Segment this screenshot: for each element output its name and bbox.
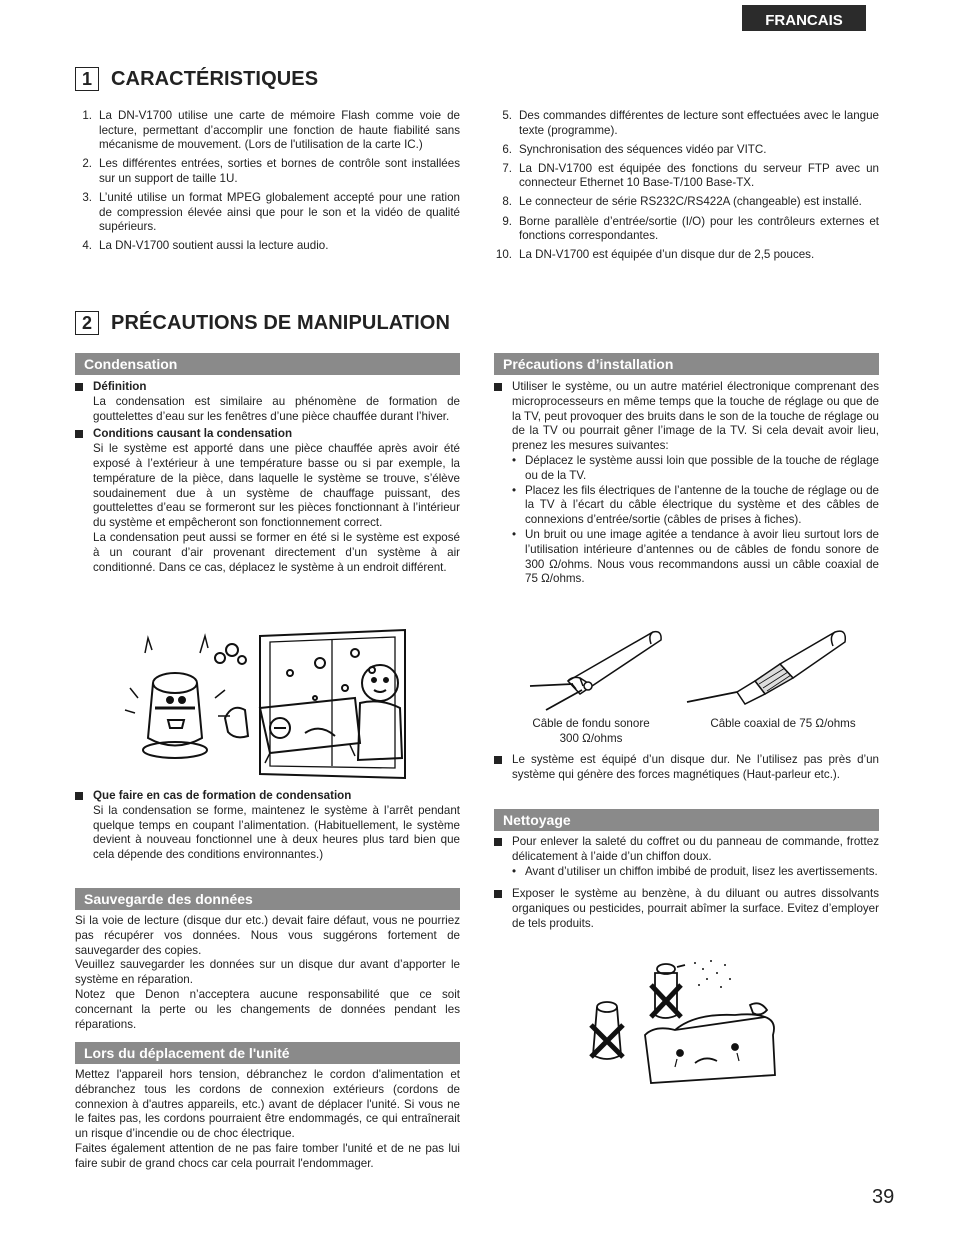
feature-text: Borne parallèle d’entrée/sortie (I/O) pour les contrôleurs externes et fonctions correspondantes. xyxy=(519,214,879,243)
cleaning-paragraph-2: Exposer le système au benzène, à du diluant ou autres dissolvants organiques ou pesticides, pourrait abîmer la surface. Evitez d’employer de tels produits. xyxy=(512,887,879,930)
installation-intro: Utiliser le système, ou un autre matériel électronique comprenant des microprocesseurs en même temps que la touche de réglage ou que de la TV, peut provoquer des bruits dans le son de la touche de réglage ou de la TV ou pourrait gêner l’image de la TV. Si cela devait avoir lieu, prenez les mesures suivantes: xyxy=(512,380,879,453)
conditions-heading: Conditions causant la condensation xyxy=(93,427,293,441)
condensation-illustration xyxy=(120,628,410,780)
remedy-text: Si la condensation se forme, maintenez le système à l’arrêt pendant quelque temps en coupant l’alimentation. (Habituellement, le système devient à nouveau fonctionnel une à deux heures plus tard bien que cela dépende des conditions environnantes.) xyxy=(93,803,460,862)
cleaning-body xyxy=(494,835,879,932)
installation-heading: Précautions d’installation xyxy=(494,353,879,375)
installation-body xyxy=(494,380,879,587)
section-1-heading xyxy=(75,67,318,91)
conditions-text: Si le système est apporté dans une pièce chauffée après avoir été exposé à l’extérieur à une température basse ou si par exemple, la température de la pièce, dans laquelle le système se trouve, s’élève soudainement due à un système de chauffage puissant, des gouttelettes d’eau se formeront sur les pièces fonctionnant à l’intérieur du système et empêcheront son fonctionnement correct. xyxy=(93,442,460,530)
hdd-note xyxy=(494,753,879,783)
conditions-text-summer: La condensation peut aussi se former en été si le système est exposé à un courant d’air provenant directement d’un système à air conditionné. Dans ce cas, déplacez le système à un endroit différent. xyxy=(93,530,460,574)
twin-lead-caption-line-1: Câble de fondu sonore xyxy=(532,717,650,730)
backup-body xyxy=(75,914,460,1032)
remedy-heading: Que faire en cas de formation de condensation xyxy=(93,789,352,802)
feature-item xyxy=(79,157,460,186)
feature-text: La DN-V1700 soutient aussi la lecture audio. xyxy=(99,239,329,253)
feature-number: 7. xyxy=(502,161,512,175)
backup-paragraph-2: Veuillez sauvegarder les données sur un disque dur avant d’apporter le système en réparation. xyxy=(75,958,460,987)
moving-heading: Lors du déplacement de l'unité xyxy=(75,1042,460,1064)
features-list-right xyxy=(492,109,879,267)
condensation-remedy xyxy=(75,789,460,863)
section-title: CARACTÉRISTIQUES xyxy=(111,67,319,90)
installation-bullet: • Placez les fils électriques de l’antenne de la touche de réglage ou de la TV à l’écart du câble électrique du système et des câbles de connexions d’entrée/sortie (câbles de prises à fiches). xyxy=(512,483,879,527)
feature-item xyxy=(492,248,879,263)
features-list-left xyxy=(79,109,460,258)
feature-number: 4. xyxy=(82,239,92,253)
backup-heading: Sauvegarde des données xyxy=(75,888,460,910)
section-number: 1 xyxy=(75,67,99,91)
square-bullet-icon xyxy=(494,756,502,764)
feature-text: La DN-V1700 utilise une carte de mémoire Flash comme voie de lecture, permettant d’accomplir une fonction de haute fiabilité sans mécanisme de mouvement. (Lors de l'utilisation de la carte IC.) xyxy=(99,109,460,152)
backup-paragraph-3: Notez que Denon n’acceptera aucune responsabilité que ce soit concernant la perte ou les changements de données pendant les réparations. xyxy=(75,987,460,1031)
feature-text: L’unité utilise un format MPEG globalement accepté pour une ration de compression élevée ainsi que pour le son et la vidéo de qualité supérieurs. xyxy=(99,190,460,234)
feature-text: Les différentes entrées, sorties et bornes de contrôle sont installées sur un support de taille 1U. xyxy=(99,157,460,185)
moving-body xyxy=(75,1068,460,1172)
cleaning-bullet: • Avant d’utiliser un chiffon imbibé de produit, lisez les avertissements. xyxy=(512,864,878,878)
feature-text: Le connecteur de série RS232C/RS422A (changeable) est installé. xyxy=(519,195,862,209)
square-bullet-icon xyxy=(494,890,502,898)
cleaning-heading: Nettoyage xyxy=(494,809,879,831)
feature-number: 3. xyxy=(82,190,92,204)
coaxial-cable-illustration xyxy=(685,626,870,712)
feature-number: 1. xyxy=(82,109,92,122)
section-2-heading xyxy=(75,311,450,335)
feature-number: 8. xyxy=(502,195,512,209)
definition-heading: Définition xyxy=(93,380,147,393)
twin-lead-cable-illustration xyxy=(528,626,688,712)
hdd-note-text: Le système est équipé d’un disque dur. Ne l’utilisez pas près d’un système qui génère des forces magnétiques (Haut-parleur etc.). xyxy=(512,753,879,781)
square-bullet-icon xyxy=(494,838,502,846)
backup-paragraph-1: Si la voie de lecture (disque dur etc.) devait faire défaut, vous ne pourriez pas récupérer vos données. Nous vous suggérons fortement de sauvegarder des copies. xyxy=(75,914,460,957)
square-bullet-icon xyxy=(494,383,502,391)
section-number: 2 xyxy=(75,311,99,335)
feature-number: 9. xyxy=(502,214,512,228)
feature-text: La DN-V1700 est équipée des fonctions du serveur FTP avec un connecteur Ethernet 10 Base-T/100 Base-TX. xyxy=(519,161,879,190)
feature-item xyxy=(79,191,460,235)
moving-paragraph-1: Mettez l'appareil hors tension, débranchez le cordon d'alimentation et débranchez tous les cordons de connexion extérieurs (cordons de connexion à d'autres appareils, etc.) avant de déplacer l'unité. Si vous ne le faites pas, les cordons pourraient être endommagés, ce qui entraînerait un risque d’incendie ou de choc électrique. xyxy=(75,1068,460,1141)
square-bullet-icon xyxy=(75,383,83,391)
feature-text: Des commandes différentes de lecture sont effectuées avec le langue texte (programme). xyxy=(519,109,879,137)
feature-item xyxy=(492,162,879,191)
feature-item xyxy=(492,143,879,158)
page-number: 39 xyxy=(872,1186,895,1208)
installation-bullet: • Un bruit ou une image agitée a tendance à avoir lieu surtout lors de l’utilisation intérieure d’antennes ou de câbles de fondu sonore de 300 Ω/ohms. Nous vous recommandons aussi un câble coaxial de 75 Ω/ohms. xyxy=(512,527,879,586)
feature-item xyxy=(79,239,460,254)
section-title: PRÉCAUTIONS DE MANIPULATION xyxy=(111,311,450,334)
feature-text: La DN-V1700 est équipée d’un disque dur de 2,5 pouces. xyxy=(519,248,815,262)
coaxial-caption: Câble coaxial de 75 Ω/ohms xyxy=(710,717,856,730)
definition-text: La condensation est similaire au phénomène de formation de gouttelettes d’eau sur les fenêtres d’une pièce chauffée durant l’hiver. xyxy=(93,394,460,423)
language-tab: FRANCAIS xyxy=(742,5,866,31)
feature-number: 10. xyxy=(495,248,512,262)
feature-item xyxy=(492,109,879,138)
feature-item xyxy=(492,215,879,244)
feature-item xyxy=(492,195,879,210)
twin-lead-caption-line-2: 300 Ω/ohms xyxy=(559,731,623,745)
feature-number: 2. xyxy=(82,157,92,171)
twin-lead-caption xyxy=(512,717,670,747)
condensation-body xyxy=(75,380,460,575)
feature-number: 6. xyxy=(502,142,512,156)
installation-bullet: • Déplacez le système aussi loin que possible de la touche de réglage ou de la TV. xyxy=(512,453,879,482)
feature-number: 5. xyxy=(502,109,512,122)
condensation-heading: Condensation xyxy=(75,353,460,375)
feature-text: Synchronisation des séquences vidéo par VITC. xyxy=(519,142,767,156)
moving-paragraph-2: Faites également attention de ne pas faire tomber l'unité et de ne pas lui faire subir de grand chocs car cela pourrait l'endommager. xyxy=(75,1141,460,1170)
square-bullet-icon xyxy=(75,792,83,800)
cleaning-illustration xyxy=(585,955,785,1085)
feature-item xyxy=(79,109,460,153)
square-bullet-icon xyxy=(75,430,83,438)
cleaning-paragraph-1: Pour enlever la saleté du coffret ou du panneau de commande, frottez délicatement à l’aide d’un chiffon doux. xyxy=(512,835,879,863)
